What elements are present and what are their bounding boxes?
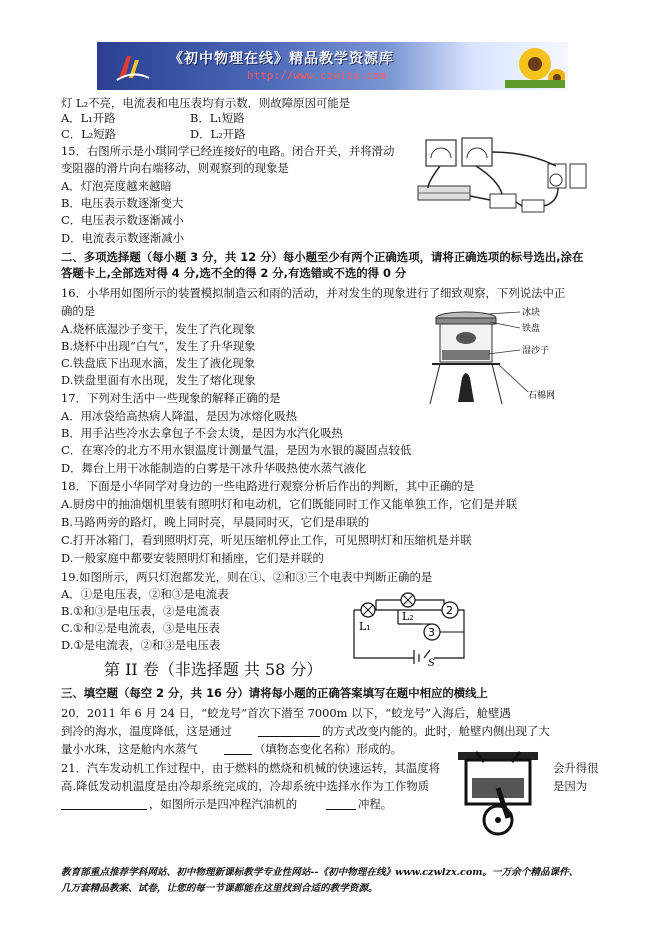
q14-option-c: C．L₂短路 [61, 127, 117, 141]
q15-option-a: A．灯泡亮度越来越暗 [61, 179, 172, 193]
q15-circuit-figure [398, 132, 590, 224]
site-logo-icon [113, 48, 153, 84]
q17-option-a: A．用冰袋给高热病人降温，是因为冰熔化吸热 [61, 409, 298, 423]
q20-line2-part2: 的方式改变内能的。此时，舱壁内侧出现了大 [322, 724, 550, 738]
q15-stem-line1: 15．右图所示是小琪同学已经连接好的电路。闭合开关，并将滑动 [61, 144, 395, 158]
q17-stem: 17．下列对生活中一些现象的解释正确的是 [61, 391, 281, 405]
q19-option-a: A．①是电压表，②和③是电流表 [61, 587, 229, 601]
q16-option-a: A.烧杯底湿沙子变干，发生了汽化现象 [61, 322, 256, 336]
q19-option-b: B.①和③是电压表，②是电流表 [61, 604, 220, 618]
q21-line3-part1: ，如图所示是四冲程汽油机的 [149, 797, 298, 811]
label-meter2: 2 [446, 604, 453, 617]
banner-url: http://www.czwlzx.com [247, 69, 387, 82]
q16-option-d: D.铁盘里面有水出现，发生了熔化现象 [61, 373, 256, 387]
section2-heading-line1: 二、多项选择题（每小题 3 分，共 12 分）每小题至少有两个正确选项，请将正确选项的标号选出,涂在 [61, 250, 584, 264]
sunflower-icon [505, 44, 565, 88]
q16-option-c: C.铁盘底下出现水滴，发生了液化现象 [61, 356, 256, 370]
q18-option-d: D.一般家庭中都要安装照明灯和插座，它们是并联的 [61, 551, 324, 565]
banner-title: 《初中物理在线》精品教学资源库 [169, 51, 394, 67]
q20-line1: 20．2011 年 6 月 24 日，“蛟龙号”首次下潜至 7000m 以下，“蛟龙号”入海后，舱壁遇 [61, 706, 511, 720]
q15-option-c: C．电压表示数逐渐减小 [61, 213, 184, 227]
q19-option-d: D.①是电流表，②和③是电压表 [61, 638, 221, 652]
q16-apparatus-figure [428, 306, 580, 406]
q14-option-d: D．L₂开路 [190, 127, 246, 141]
q15-option-b: B．电压表示数逐渐变大 [61, 196, 184, 210]
label-ice: 冰块 [522, 308, 541, 318]
q18-option-b: B.马路两旁的路灯，晚上同时亮，早晨同时灭，它们是串联的 [61, 515, 370, 529]
q21-line2: 高.降低发动机温度是由冷却系统完成的，冷却系统中选择水作为工作物质 [61, 779, 430, 793]
q14-option-b: B．L₁短路 [190, 111, 245, 125]
label-meter3: 3 [428, 626, 435, 639]
q15-stem-line2: 变阻器的滑片向右端移动，则观察到的现象是 [61, 161, 289, 175]
header-banner [97, 42, 568, 90]
q15-option-d: D．电流表示数逐渐减小 [61, 231, 185, 245]
q21-blank-2[interactable] [326, 809, 356, 810]
part2-title: 第 II 卷（非选择题 共 58 分） [104, 660, 323, 679]
q14-stem-end: 灯 L₂不亮，电流表和电压表均有示数．则故障原因可能是 [61, 96, 351, 110]
q16-option-b: B.烧杯中出现“白气”，发生了升华现象 [61, 339, 256, 353]
q18-option-c: C.打开冰箱门，看到照明灯亮，听见压缩机停止工作，可见照明灯和压缩机是并联 [61, 533, 472, 547]
q20-line3-part2: （填物态变化名称）形成的。 [254, 742, 403, 756]
label-tray: 铁盘 [522, 324, 541, 334]
q16-stem-line1: 16．小华用如图所示的装置模拟制造云和雨的活动，并对发生的现象进行了细致观察，下列说法中正 [61, 286, 566, 300]
q16-stem-line2: 确的是 [61, 304, 96, 318]
q17-option-c: C．在寒冷的北方不用水银温度计测量气温，是因为水银的凝固点较低 [61, 443, 412, 457]
q20-blank-2[interactable] [224, 754, 252, 755]
q18-option-a: A.厨房中的抽油烟机里装有照明灯和电动机，它们既能同时工作又能单独工作，它们是并联 [61, 497, 518, 511]
q17-option-d: D．舞台上用干冰能制造的白雾是干冰升华吸热使水蒸气液化 [61, 461, 367, 475]
section3-heading: 三、填空题（每空 2 分，共 16 分）请将每小题的正确答案填写在题中相应的横线上 [61, 686, 488, 700]
footer-line2: 几万套精品教案、试卷，让您的每一节课都能在这里找到合适的教学资源。 [61, 883, 378, 894]
label-switch: S [428, 658, 435, 668]
q19-circuit-diagram [346, 588, 476, 668]
q19-stem: 19.如图所示，两只灯泡都发光，则在①、②和③三个电表中判断正确的是 [61, 570, 433, 584]
q17-option-b: B．用手沾些冷水去拿包子不会太烫，是因为水汽化吸热 [61, 426, 343, 440]
label-sand: 湿沙子 [522, 346, 550, 356]
q20-blank-1[interactable] [258, 736, 320, 737]
q18-stem: 18．下面是小华同学对身边的一些电路进行观察分析后作出的判断，其中正确的是 [61, 479, 475, 493]
label-gauze: 石棉网 [528, 391, 556, 401]
q21-line2-end: 是因为 [553, 779, 588, 793]
q20-line3-part1: 量小水珠，这是舱内水蒸气 [61, 742, 198, 756]
q21-engine-figure [452, 748, 544, 836]
q21-line3-part2: 冲程。 [358, 797, 393, 811]
q20-line2-part1: 到冷的海水，温度降低，这是通过 [61, 724, 232, 738]
label-l1: L₁ [359, 620, 371, 633]
q19-option-c: C.①和②是电流表，③是电压表 [61, 621, 220, 635]
footer-line1: 教育部重点推荐学科网站、初中物理新课标教学专业性网站--《初中物理在线》www.czwlzx.com。一万余个精品课件、 [61, 867, 579, 878]
q21-line1: 21．汽车发动机工作过程中，由于燃料的燃烧和机械的快速运转，其温度将 [61, 761, 440, 775]
q21-blank-1[interactable] [61, 809, 147, 810]
section2-heading-line2: 答题卡上,全部选对得 4 分,选不全的得 2 分,有选错或不选的得 0 分 [61, 266, 407, 280]
q14-option-a: A．L₁开路 [61, 111, 116, 125]
label-l2: L₂ [402, 610, 414, 623]
q21-line1-end: 会升得很 [553, 761, 599, 775]
